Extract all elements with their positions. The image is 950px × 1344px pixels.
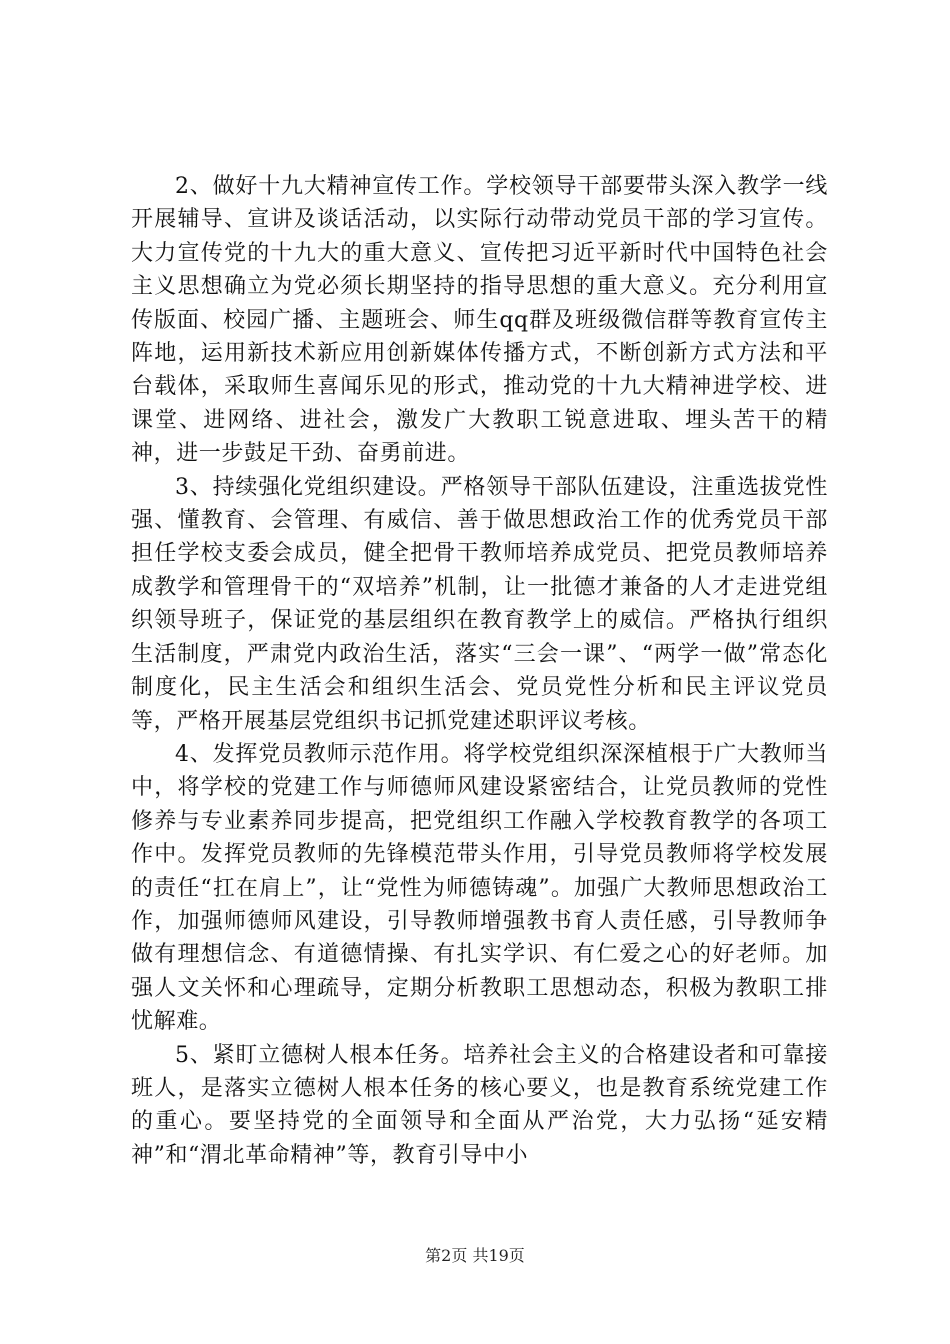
paragraph-4: 4、发挥党员教师示范作用。将学校党组织深深植根于广大教师当中，将学校的党建工作与师德师风建设紧密结合，让党员教师的党性修养与专业素养同步提高，把党组织工作融入学校教育教学的各项工作中。发挥党员教师的先锋模范带头作用，引导党员教师将学校发展的责任“扛在肩上”，让“党性为师德铸魂”。加强广大教师思想政治工作，加强师德师风建设，引导教师增强教书育人责任感，引导教师争做有理想信念、有道德情操、有扎实学识、有仁爱之心的好老师。加强人文关怀和心理疏导，定期分析教职工思想动态，积极为教职工排忧解难。 xyxy=(131,741,828,1035)
paragraph-2: 2、做好十九大精神宣传工作。学校领导干部要带头深入教学一线开展辅导、宣讲及谈话活动，以实际行动带动党员干部的学习宣传。大力宣传党的十九大的重大意义、宣传把习近平新时代中国特色社会主义思想确立为党必须长期坚持的指导思想的重大意义。充分利用宣传版面、校园广播、主题班会、师生qq群及班级微信群等教育宣传主阵地，运用新技术新应用创新媒体传播方式，不断创新方式方法和平台载体，采取师生喜闻乐见的形式，推动党的十九大精神进学校、进课堂、进网络、进社会，激发广大教职工锐意进取、埋头苦干的精神，进一步鼓足干劲、奋勇前进。 xyxy=(131,174,828,467)
paragraph-3: 3、持续强化党组织建设。严格领导干部队伍建设，注重选拔党性强、懂教育、会管理、有威信、善于做思想政治工作的优秀党员干部担任学校支委会成员，健全把骨干教师培养成党员、把党员教师培养成教学和管理骨干的“双培养”机制，让一批德才兼备的人才走进党组织领导班子，保证党的基层组织在教育教学上的威信。严格执行组织生活制度，严肃党内政治生活，落实“三会一课”、“两学一做”常态化制度化，民主生活会和组织生活会、党员党性分析和民主评议党员等，严格开展基层党组织书记抓党建述职评议考核。 xyxy=(131,474,828,734)
paragraph-5: 5、紧盯立德树人根本任务。培养社会主义的合格建设者和可靠接班人，是落实立德树人根本任务的核心要义，也是教育系统党建工作的重心。要坚持党的全面领导和全面从严治党，大力弘扬“延安精神”和“渭北革命精神”等，教育引导中小 xyxy=(131,1042,828,1168)
document-body xyxy=(131,170,828,1172)
page-number-footer: 第2页 共19页 xyxy=(425,1246,525,1265)
